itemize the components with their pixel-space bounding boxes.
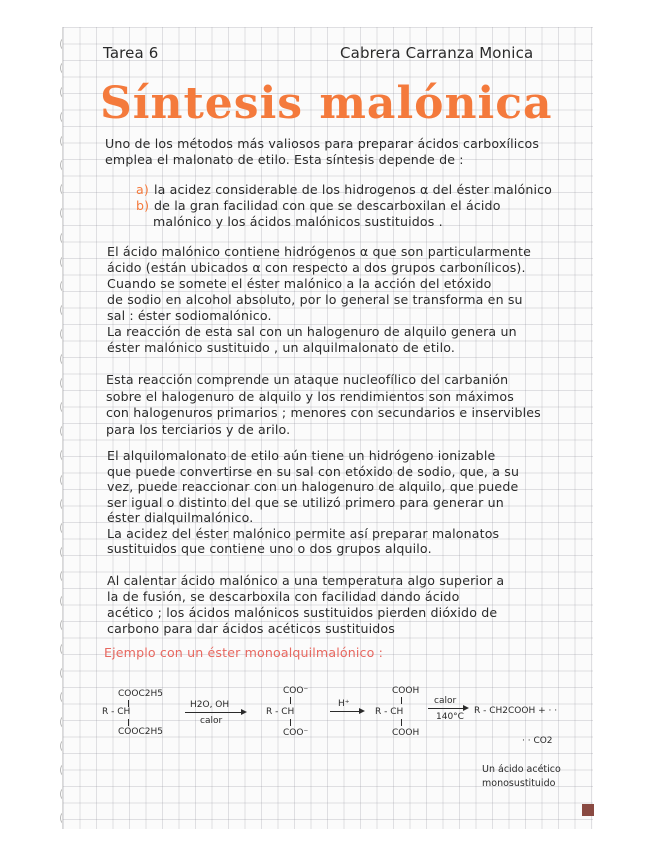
text-line: la de fusión, se descarboxila con facilidad dando ácido (107, 589, 460, 604)
text-line: éster dialquilmalónico. (107, 510, 254, 525)
arrow1-reagent: H2O, OH (190, 700, 230, 710)
text-line: éster malónico sustituido , un alquilmalonato de etilo. (107, 340, 456, 355)
start-top-group: COOC2H5 (118, 689, 163, 699)
text-line: acético ; los ácidos malónicos sustituidos pierden dióxido de (107, 605, 498, 620)
text-line: que puede convertirse en su sal con etóxido de sodio, que, a su (107, 463, 520, 479)
text-line: de sodio en alcohol absoluto, por lo general se transforma en su (107, 292, 523, 307)
arrow2-head (359, 708, 365, 714)
arrow2-shaft (330, 711, 360, 712)
text-line: El ácido malónico contiene hidrógenos α que son particularmente (107, 244, 532, 259)
text-line: para los terciarios y de arilo. (106, 421, 291, 437)
text-line: sustituidos que contiene uno o dos grupos alquilo. (107, 541, 432, 556)
acid-center: R - CH (375, 707, 404, 717)
arrow1-head (241, 709, 247, 715)
arrow2-reagent: H⁺ (338, 699, 350, 709)
point-text: la acidez considerable de los hidrogenos α del éster malónico (154, 182, 553, 197)
text-line: ácido (están ubicados α con respecto a dos grupos carbonílicos). (107, 260, 526, 275)
byproduct-co2: · · CO2 (522, 736, 553, 746)
salt-top-group: COO⁻ (283, 686, 309, 696)
text-line: vez, puede reaccionar con un halogenuro de alquilo, que puede (107, 479, 519, 494)
task-label: Tarea 6 (103, 44, 159, 62)
text-line: Al calentar ácido malónico a una temperatura algo superior a (107, 573, 505, 588)
text-line: La reacción de esta sal con un halogenuro de alquilo genera un (107, 324, 517, 339)
text-line: Esta reacción comprende un ataque nucleofílico del carbanión (106, 372, 509, 387)
point-marker: b) (136, 198, 150, 213)
arrow3-temperature: 140°C (436, 712, 464, 722)
bond (401, 697, 402, 704)
product: R - CH2COOH + · · (474, 706, 558, 716)
arrow3-condition: calor (434, 696, 457, 706)
bond (290, 697, 291, 704)
point-text: malónico y los ácidos malónicos sustituidos . (153, 214, 443, 229)
example-heading: Ejemplo con un éster monoalquilmalónico : (104, 645, 383, 660)
salt-bottom-group: COO⁻ (283, 728, 309, 738)
text-line: sobre el halogenuro de alquilo y los rendimientos son máximos (106, 388, 514, 404)
arrow1-shaft (185, 712, 242, 713)
bond (128, 719, 129, 726)
text-line: Uno de los métodos más valiosos para preparar ácidos carboxílicos (105, 136, 540, 151)
text-line: ser igual o distinto del que se utilizó primero para generar un (107, 494, 504, 510)
arrow3-shaft (428, 708, 464, 709)
start-bottom-group: COOC2H5 (118, 727, 163, 737)
bond (290, 719, 291, 726)
product-note-line1: Un ácido acético (482, 764, 561, 775)
text-line: La acidez del éster malónico permite así preparar malonatos (107, 525, 500, 541)
start-center: R - CH (102, 707, 131, 717)
bond (128, 700, 129, 707)
text-line: emplea el malonato de etilo. Esta síntesis depende de : (105, 152, 464, 167)
bond (401, 719, 402, 726)
text-line: Cuando se somete el éster malónico a la acción del etóxido (107, 276, 492, 291)
text-line: con halogenuros primarios ; menores con secundarios e inservibles (106, 405, 541, 420)
page-title: Síntesis malónica (100, 78, 553, 129)
acid-bottom-group: COOH (392, 728, 420, 738)
text-line: El alquilomalonato de etilo aún tiene un hidrógeno ionizable (107, 448, 496, 463)
point-text: de la gran facilidad con que se descarboxilan el ácido (154, 198, 501, 213)
text-line: sal : éster sodiomalónico. (107, 308, 272, 323)
acid-top-group: COOH (392, 686, 420, 696)
product-note-line2: monosustituido (482, 778, 556, 789)
point-marker: a) (136, 182, 149, 197)
salt-center: R - CH (266, 707, 295, 717)
arrow3-head (463, 705, 469, 711)
author-name: Cabrera Carranza Monica (340, 44, 534, 62)
page-corner-tab (582, 804, 594, 816)
text-line: carbono para dar ácidos acéticos sustituidos (107, 621, 395, 636)
arrow1-condition: calor (200, 716, 223, 726)
